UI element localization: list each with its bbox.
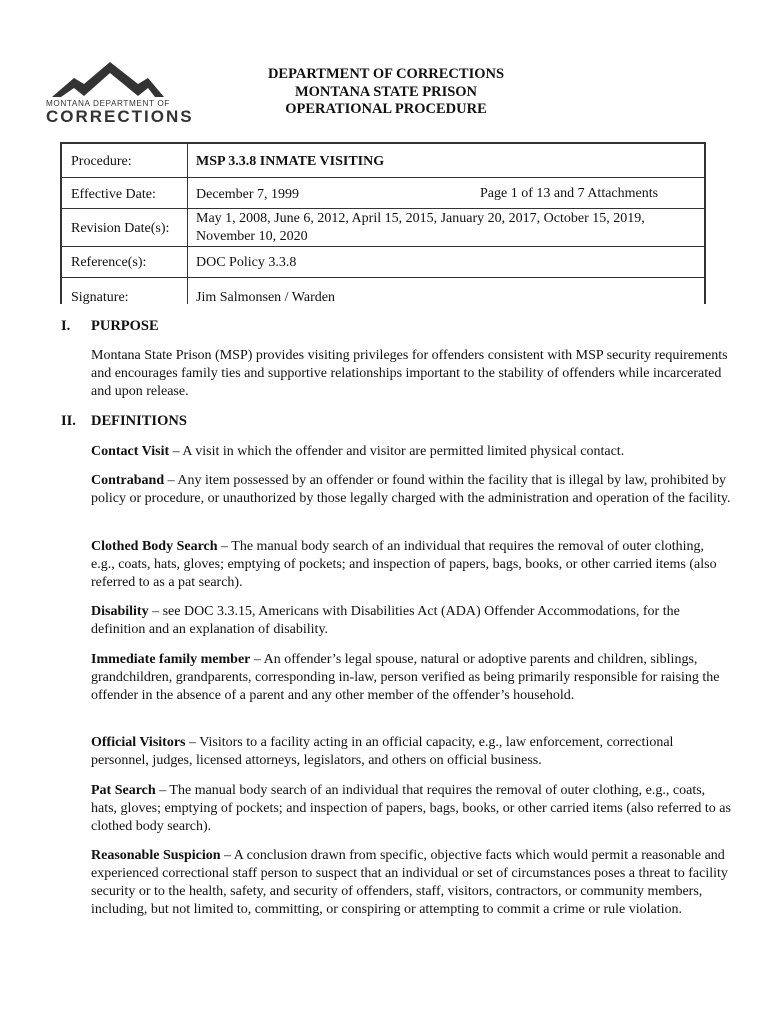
definition-term: Contraband [91,473,165,488]
definition-term: Official Visitors [91,735,186,750]
definition-text: – A visit in which the offender and visitor are permitted limited physical contact. [169,444,625,459]
revision-dates-line-1: May 1, 2008, June 6, 2012, April 15, 2015, January 20, 2017, October 15, 2019, [196,211,645,226]
definition-item [91,443,731,461]
definition-term: Disability [91,604,149,619]
definition-text: – Any item possessed by an offender or found within the facility that is illegal by law, prohibited by policy or procedure, or unauthorized by those legally charged with the administration and operation of the facility. [91,473,731,506]
definition-term: Pat Search [91,783,156,798]
purpose-paragraph: Montana State Prison (MSP) provides visiting privileges for offenders consistent with MSP security requirements and encourages family ties and supportive relationships important to the stability of offenders while incarcerated and upon release. [91,348,728,399]
table-divider [187,144,188,304]
revision-dates-line-2: November 10, 2020 [196,229,308,244]
definition-item [91,651,731,705]
procedure-value: MSP 3.3.8 INMATE VISITING [196,154,385,169]
references-value: DOC Policy 3.3.8 [196,255,297,270]
effective-date-value: December 7, 1999 [196,187,300,202]
definition-text: – The manual body search of an individual that requires the removal of outer clothing, e.g., coats, hats, gloves; emptying of pockets; and inspection of papers, bags, books, or other carried items (also referred to as a pat search). [91,539,717,590]
page-count: Page 1 of 13 and 7 Attachments [480,186,659,201]
definition-item [91,538,731,592]
table-row-divider [62,246,706,247]
definition-text: – see DOC 3.3.15, Americans with Disabilities Act (ADA) Offender Accommodations, for the definition and an explanation of disability. [91,604,680,637]
signature-label: Signature: [71,290,129,305]
section-title: DEFINITIONS [91,413,187,429]
header-line-1: DEPARTMENT OF CORRECTIONS [267,66,505,82]
section-title: PURPOSE [91,318,159,334]
signature-value: Jim Salmonsen / Warden [196,290,335,305]
agency-logo [46,60,194,128]
definition-item [91,472,731,508]
logo-text-corrections: CORRECTIONS [46,107,194,126]
revision-dates-label: Revision Date(s): [71,221,170,236]
definition-term: Clothed Body Search [91,539,218,554]
section-heading-purpose [61,318,159,335]
definition-item [91,734,731,770]
definition-text: – An offender’s legal spouse, natural or adoptive parents and children, siblings, grandchildren, grandparents, corresponding in-law, person verified as being primarily responsible for raising the offender in the absence of a parent and any other member of the offender’s household. [91,652,720,703]
section-number: I. [61,318,71,334]
definition-text: – Visitors to a facility acting in an official capacity, e.g., law enforcement, correctional personnel, judges, licensed attorneys, legislators, and others on official business. [91,735,674,768]
definition-item [91,847,731,919]
section-heading-definitions [61,413,187,430]
definition-text: – The manual body search of an individual that requires the removal of outer clothing, e.g., coats, hats, gloves; emptying of pockets; and inspection of papers, bags, books, or other carried items (also referred to as clothed body search). [91,783,731,834]
procedure-label: Procedure: [71,154,132,169]
mountain-logo-icon [52,60,164,98]
section-number: II. [61,413,76,429]
procedure-info-table [60,142,706,304]
table-row-divider [62,177,706,178]
references-label: Reference(s): [71,255,147,270]
definition-term: Reasonable Suspicion [91,848,221,863]
document-header [190,66,582,119]
definition-text: – A conclusion drawn from specific, objective facts which would permit a reasonable and experienced correctional staff person to suspect that an individual or set of circumstances poses a threat to facility security or to the health, safety, and security of offenders, staff, visitors, contractors, or community members, including, but not limited to, committing, or conspiring or attempting to commit a crime or rule violation. [91,848,728,917]
header-line-3: OPERATIONAL PROCEDURE [285,101,487,117]
header-line-2: MONTANA STATE PRISON [294,83,478,100]
table-row-divider [62,277,706,278]
definition-term: Contact Visit [91,444,170,459]
definition-item [91,603,731,639]
definition-item [91,782,731,836]
definition-term: Immediate family member [91,652,251,667]
logo-text-department: MONTANA DEPARTMENT OF [46,99,170,108]
effective-date-label: Effective Date: [71,187,156,202]
table-row-divider [62,208,706,209]
